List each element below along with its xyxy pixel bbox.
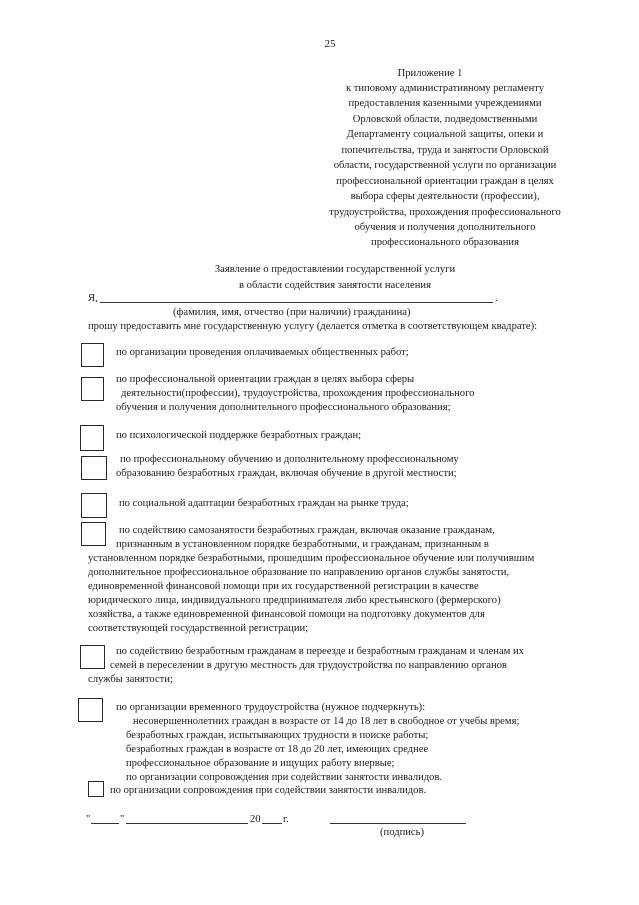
signature-line[interactable] <box>330 823 466 824</box>
option-temporary-employment-sub[interactable]: по организации сопровождения при содействии занятости инвалидов. <box>126 772 443 783</box>
option-social-adaptation-checkbox[interactable] <box>81 493 107 518</box>
option-temporary-employment-sub: профессиональное образование и ищущих работу впервые; <box>126 758 395 769</box>
signature-caption: (подпись) <box>380 827 424 838</box>
option-temporary-employment-sub[interactable]: безработных граждан в возрасте от 18 до 20 лет, имеющих среднее <box>126 744 429 755</box>
i-label: Я, <box>88 293 98 304</box>
option-vocational-training-label: образованию безработных граждан, включая обучение в другой местности; <box>116 468 457 479</box>
option-relocation-label: по содействию безработным гражданам в переезде и безработным гражданам и членам их <box>116 646 524 657</box>
statement-title: Заявление о предоставлении государственной услуги <box>214 264 456 275</box>
option-self-employment-label: признанным в установленном порядке безработными, и гражданам, признанным в <box>116 539 489 550</box>
option-self-employment-checkbox[interactable] <box>81 522 106 546</box>
option-vocational-training-label: по профессиональному обучению и дополнительному профессиональному <box>120 454 459 465</box>
name-field-end: . <box>495 293 498 304</box>
option-career-guidance-label: обучения и получения дополнительного профессионального образования; <box>116 402 451 413</box>
request-text: прошу предоставить мне государственную услугу (делается отметка в соответствующем квадрате): <box>88 321 538 332</box>
year-prefix: 20 <box>250 814 261 825</box>
option-disability-support-checkbox[interactable] <box>88 781 104 797</box>
option-temporary-employment-label: по организации временного трудоустройства (нужное подчеркнуть): <box>116 702 426 713</box>
appendix-line: Орловской области, подведомственными <box>352 114 538 125</box>
date-quote-close: " <box>120 814 125 825</box>
option-social-adaptation-label: по социальной адаптации безработных граждан на рынке труда; <box>119 498 409 509</box>
option-self-employment-label: соответствующей государственной регистрации; <box>88 623 309 634</box>
appendix-line: трудоустройства, прохождения профессионального <box>329 207 561 218</box>
appendix-title: Приложение 1 <box>397 68 463 79</box>
appendix-line: обучения и получения дополнительного <box>354 222 536 233</box>
option-career-guidance-label: по профессиональной ориентации граждан в целях выбора сферы <box>116 374 415 385</box>
option-psychological-support-label: по психологической поддержке безработных граждан; <box>116 430 362 441</box>
option-self-employment-label: установленном порядке безработными, прошедшим профессиональное обучение или получившим <box>88 553 535 564</box>
option-relocation-checkbox[interactable] <box>80 645 105 669</box>
option-vocational-training-checkbox[interactable] <box>81 456 107 480</box>
appendix-line: к типовому административному регламенту <box>345 83 545 94</box>
date-quote-open: " <box>86 814 91 825</box>
option-career-guidance-label: деятельности(профессии), трудоустройства, прохождения профессионального <box>121 388 475 399</box>
day-field-line[interactable] <box>91 823 119 824</box>
appendix-line: профессиональной ориентации граждан в целях <box>336 176 554 187</box>
option-relocation-label: семей в переселении в другую местность для трудоустройства по направлению органов <box>110 660 507 671</box>
name-caption: (фамилия, имя, отчество (при наличии) гражданина) <box>173 307 411 318</box>
option-temporary-employment-checkbox[interactable] <box>78 698 103 722</box>
appendix-line: профессионального образования <box>371 237 519 248</box>
option-relocation-label: службы занятости; <box>88 674 173 685</box>
name-field-line[interactable] <box>100 302 493 303</box>
option-psychological-support-checkbox[interactable] <box>80 425 104 451</box>
appendix-line: попечительства, труда и занятости Орловской <box>341 145 549 156</box>
option-career-guidance-checkbox[interactable] <box>81 377 104 401</box>
statement-subtitle: в области содействия занятости населения <box>239 280 431 291</box>
year-suffix: г. <box>283 814 289 825</box>
month-field-line[interactable] <box>126 823 248 824</box>
option-temporary-employment-sub[interactable]: несовершеннолетних граждан в возрасте от 14 до 18 лет в свободное от учебы время; <box>133 716 520 727</box>
option-temporary-employment-sub[interactable]: безработных граждан, испытывающих трудности в поиске работы; <box>126 730 429 741</box>
option-self-employment-label: дополнительное профессиональное образование по направлению органов службы занятости, <box>88 567 510 578</box>
appendix-line: Департаменту социальной защиты, опеки и <box>346 129 544 140</box>
year-field-line[interactable] <box>262 823 282 824</box>
option-self-employment-label: единовременной финансовой помощи при их государственной регистрации в качестве <box>88 581 479 592</box>
option-disability-support-label: по организации сопровождения при содействии занятости инвалидов. <box>110 785 427 796</box>
option-public-works-checkbox[interactable] <box>81 343 104 367</box>
page-number: 25 <box>324 38 336 50</box>
option-self-employment-label: по содействию самозанятости безработных граждан, включая оказание гражданам, <box>119 525 495 536</box>
option-self-employment-label: юридического лица, индивидуального предпринимателя либо крестьянского (фермерского) <box>88 595 501 606</box>
appendix-line: области, государственной услуги по организации <box>333 160 557 171</box>
option-self-employment-label: хозяйства, а также единовременной финансовой помощи на подготовку документов для <box>88 609 485 620</box>
appendix-line: выбора сферы деятельности (профессии), <box>350 191 540 202</box>
appendix-line: предоставления казенными учреждениями <box>348 98 542 109</box>
option-public-works-label: по организации проведения оплачиваемых общественных работ; <box>116 347 409 358</box>
